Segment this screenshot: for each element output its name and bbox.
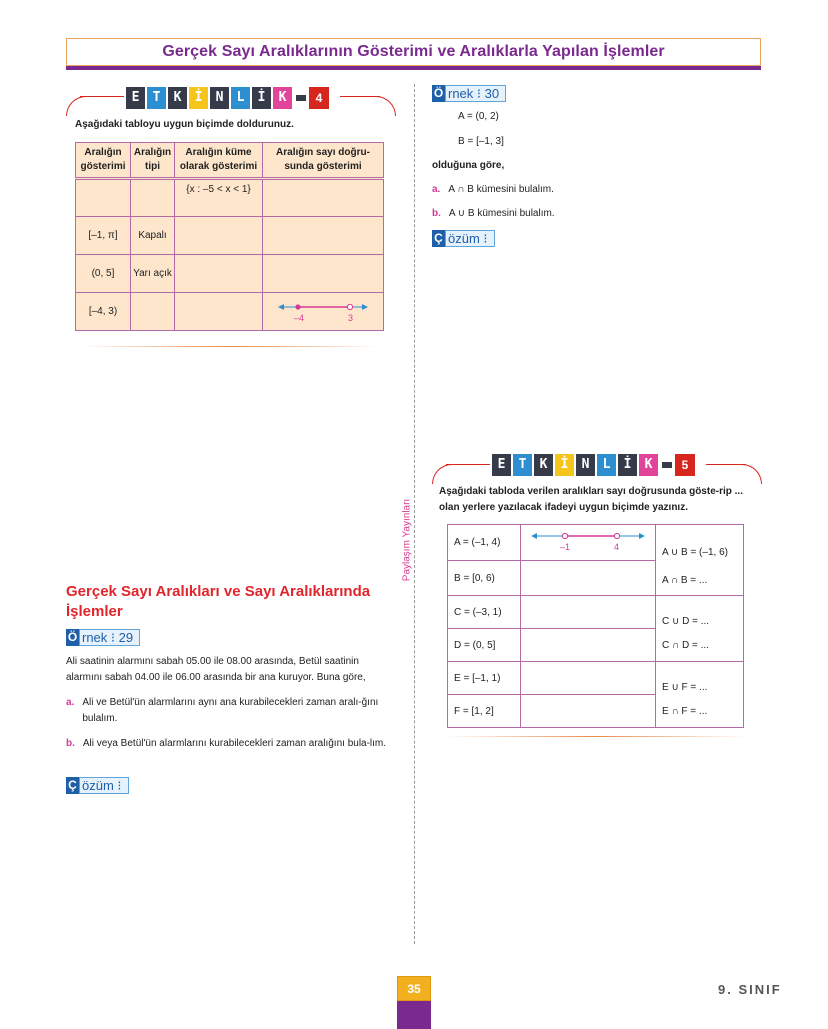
- item-label: a.: [66, 697, 75, 708]
- cell-interval: F = [1, 2]: [448, 695, 521, 728]
- etkinlik5-rule-left: [446, 464, 490, 465]
- cell-type: Kapalı: [131, 217, 175, 255]
- etk-letter: K: [273, 87, 292, 109]
- etkinlik5-banner: [492, 454, 695, 476]
- open-endpoint: [347, 304, 352, 309]
- ornek29-cozum: [66, 777, 129, 794]
- etkinlik5-curve-right: [742, 464, 762, 484]
- cell-type[interactable]: [131, 179, 175, 217]
- etk-letter: K: [168, 87, 187, 109]
- ornek30-label: [432, 85, 506, 102]
- etkinlik4-table: [75, 142, 384, 331]
- table-row: [448, 596, 744, 629]
- ornek-initial: Ö: [433, 86, 444, 100]
- item-text: A ∩ B kümesini bulalım.: [448, 184, 554, 195]
- line-label-left: –4: [294, 313, 305, 323]
- cell-line: [263, 293, 384, 331]
- grade-label: 9. SINIF: [718, 982, 782, 997]
- op-intersection[interactable]: E ∩ F = ...: [662, 706, 708, 717]
- arrow-left-icon: [531, 533, 537, 539]
- item-text: A ∪ B kümesini bulalım.: [448, 208, 555, 219]
- cell-line[interactable]: [521, 561, 656, 596]
- etkinlik5-number: 5: [675, 454, 695, 476]
- item-text: Ali ve Betül'ün alarmlarını aynı ana kurabilecekleri zaman aralı-ğını bulalım.: [82, 697, 379, 724]
- item-label: b.: [432, 208, 441, 219]
- cell-set[interactable]: [175, 217, 263, 255]
- page-number: 35: [397, 976, 431, 1001]
- ornek29-label: [66, 629, 140, 646]
- ornek30-given: olduğuna göre,: [432, 160, 505, 171]
- page-title: Gerçek Sayı Aralıklarının Gösterimi ve Aralıklarla Yapılan İşlemler: [162, 43, 665, 60]
- etk-letter: N: [576, 454, 595, 476]
- etk-letter: N: [210, 87, 229, 109]
- page-number-strip: [397, 1001, 431, 1029]
- open-endpoint: [562, 533, 567, 538]
- etk-letter: İ: [555, 454, 574, 476]
- publisher-label: Paylaşım Yayınları: [402, 495, 413, 585]
- cell-line[interactable]: [521, 662, 656, 695]
- cell-set[interactable]: [175, 293, 263, 331]
- ornek29-problem: Ali saatinin alarmını sabah 05.00 ile 08.00 arasında, Betül saatinin alarmını sabah 04.00 ile 06.00 arasında bir ana kuruyor. Buna göre,: [66, 656, 366, 683]
- cell-line[interactable]: [521, 596, 656, 629]
- table-header-row: [76, 143, 384, 179]
- col-header: Aralığın tipi: [131, 143, 175, 179]
- etkinlik4-curve-right: [376, 96, 396, 116]
- etkinlik4-banner: [126, 87, 329, 109]
- etkinlik5-bottom-rule: [446, 736, 746, 737]
- cell-interval: E = [–1, 1): [448, 662, 521, 695]
- table-row: [76, 293, 384, 331]
- etk-letter: K: [639, 454, 658, 476]
- line-label-right: 4: [614, 542, 620, 552]
- ornek-initial: Ö: [67, 630, 78, 644]
- etk-letter: K: [534, 454, 553, 476]
- op-intersection[interactable]: C ∩ D = ...: [662, 640, 709, 651]
- cell-ops: [656, 525, 744, 596]
- col-header: Aralığın küme olarak gösterimi: [175, 143, 263, 179]
- col-header: Aralığın gösterimi: [76, 143, 131, 179]
- cozum-initial: Ç: [432, 230, 445, 247]
- etk-letter: E: [492, 454, 511, 476]
- item-label: a.: [432, 184, 441, 195]
- cell-interval: A = (–1, 4): [448, 525, 521, 561]
- section-title: Gerçek Sayı Aralıkları ve Sayı Aralıklarında İşlemler: [66, 583, 371, 620]
- cell-set[interactable]: [175, 255, 263, 293]
- etk-letter: E: [126, 87, 145, 109]
- table-row: [448, 525, 744, 561]
- open-endpoint: [614, 533, 619, 538]
- cell-type[interactable]: [131, 293, 175, 331]
- col-header: Aralığın sayı doğru-sunda gösterimi: [263, 143, 384, 179]
- number-line: [268, 295, 378, 325]
- cell-interval: C = (–3, 1): [448, 596, 521, 629]
- cell-set: {x : –5 < x < 1}: [175, 179, 263, 217]
- arrow-right-icon: [639, 533, 645, 539]
- table-row: [448, 662, 744, 695]
- table-row: [76, 217, 384, 255]
- cell-line[interactable]: [521, 629, 656, 662]
- ornek29-item-b: [66, 736, 396, 752]
- etkinlik4-rule-left: [80, 96, 124, 97]
- ornek-text: rnek ⁝ 29: [79, 629, 140, 646]
- op-intersection[interactable]: A ∩ B = ...: [662, 575, 708, 586]
- op-union[interactable]: E ∪ F = ...: [662, 682, 708, 693]
- etk-letter: İ: [189, 87, 208, 109]
- table-row: [76, 255, 384, 293]
- etk-letter: İ: [252, 87, 271, 109]
- etkinlik5-table: [447, 524, 744, 728]
- etkinlik5-curve-left: [432, 464, 452, 484]
- etkinlik4-number: 4: [309, 87, 329, 109]
- cell-notation: [–1, π]: [76, 217, 131, 255]
- cell-line[interactable]: [263, 217, 384, 255]
- cell-interval: D = (0, 5]: [448, 629, 521, 662]
- ornek-text: rnek ⁝ 30: [445, 85, 506, 102]
- op-union: A ∪ B = (–1, 6): [662, 547, 728, 558]
- cell-ops: [656, 662, 744, 728]
- cell-line[interactable]: [521, 695, 656, 728]
- etkinlik4-rule-right: [340, 96, 380, 97]
- ornek30-item-a: [432, 182, 554, 198]
- arrow-right-icon: [362, 304, 368, 310]
- etkinlik5-instruction: Aşağıdaki tabloda verilen aralıkları sayı doğrusunda göste-rip ... olan yerlere yazılacak ifadeyi uygun biçimde yazınız.: [439, 486, 743, 513]
- cell-notation[interactable]: [76, 179, 131, 217]
- ornek30-item-b: [432, 206, 555, 222]
- column-divider: [414, 84, 415, 944]
- etk-separator: [296, 95, 306, 101]
- op-union[interactable]: C ∪ D = ...: [662, 616, 710, 627]
- cozum-text: özüm ⁝: [79, 777, 129, 794]
- line-label-left: –1: [560, 542, 571, 552]
- etkinlik4-instruction: Aşağıdaki tabloyu uygun biçimde doldurunuz.: [75, 119, 294, 130]
- cell-notation: [–4, 3): [76, 293, 131, 331]
- item-label: b.: [66, 738, 75, 749]
- cell-ops: [656, 596, 744, 662]
- cell-line[interactable]: [263, 179, 384, 217]
- closed-endpoint: [295, 304, 300, 309]
- etk-separator: [662, 462, 672, 468]
- ornek30-set-a: A = (0, 2): [458, 111, 499, 122]
- etkinlik4-curve-left: [66, 96, 86, 116]
- cell-interval: B = [0, 6): [448, 561, 521, 596]
- etk-letter: L: [231, 87, 250, 109]
- table-row: [76, 179, 384, 217]
- ornek30-cozum: [432, 230, 495, 247]
- etkinlik4-bottom-rule: [80, 346, 380, 347]
- etk-letter: İ: [618, 454, 637, 476]
- page-header: [66, 38, 761, 66]
- etkinlik5-rule-right: [706, 464, 746, 465]
- cozum-initial: Ç: [66, 777, 79, 794]
- etk-letter: T: [147, 87, 166, 109]
- arrow-left-icon: [278, 304, 284, 310]
- cell-type: Yarı açık: [131, 255, 175, 293]
- item-text: Ali veya Betül'ün alarmlarını kurabilecekleri zaman aralığını bula-lım.: [82, 738, 387, 749]
- etk-letter: L: [597, 454, 616, 476]
- header-underline: [66, 66, 761, 70]
- cell-line: [521, 525, 656, 561]
- line-label-right: 3: [348, 313, 354, 323]
- cell-notation: (0, 5]: [76, 255, 131, 293]
- cozum-text: özüm ⁝: [445, 230, 495, 247]
- number-line: [521, 526, 655, 556]
- etk-letter: T: [513, 454, 532, 476]
- ornek30-set-b: B = [–1, 3]: [458, 136, 504, 147]
- cell-line[interactable]: [263, 255, 384, 293]
- ornek29-item-a: [66, 695, 396, 727]
